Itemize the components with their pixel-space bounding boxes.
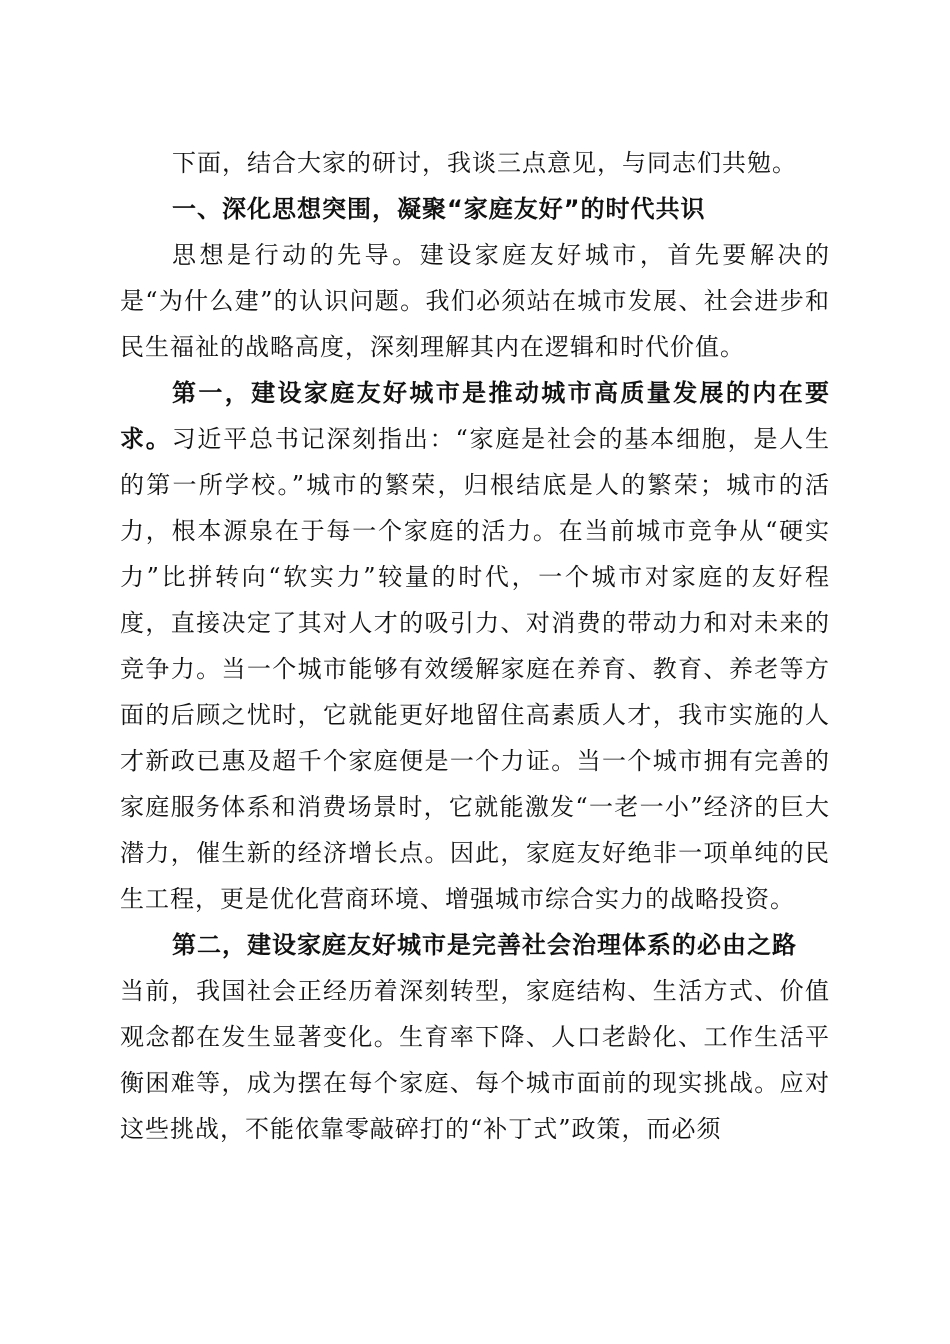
- section-1-paragraph: 思想是行动的先导。建设家庭友好城市，首先要解决的是“为什么建”的认识问题。我们必须站在城市发展、社会进步和民生福祉的战略高度，深刻理解其内在逻辑和时代价值。: [120, 241, 830, 361]
- point-1-body: 习近平总书记深刻指出：“家庭是社会的基本细胞，是人生的第一所学校。”城市的繁荣，归根结底是人的繁荣；城市的活力，根本源泉在于每一个家庭的活力。在当前城市竞争从“硬实力”比拼转向“软实力”较量的时代，一个城市对家庭的友好程度，直接决定了其对人才的吸引力、对消费的带动力和对未来的竞争力。当一个城市能够有效缓解家庭在养育、教育、养老等方面的后顾之忧时，它就能更好地留住高素质人才，我市实施的人才新政已惠及超千个家庭便是一个力证。当一个城市拥有完善的家庭服务体系和消费场景时，它就能激发“一老一小”经济的巨大潜力，催生新的经济增长点。因此，家庭友好绝非一项单纯的民生工程，更是优化营商环境、增强城市综合实力的战略投资。: [120, 425, 830, 913]
- point-2-lead: 第二，建设家庭友好城市是完善社会治理体系的必由之路: [172, 930, 797, 959]
- document-body: [120, 140, 830, 1152]
- intro-paragraph: 下面，结合大家的研讨，我谈三点意见，与同志们共勉。: [172, 149, 797, 177]
- point-1-lead: 第一，建设家庭友好城市是推动城市高质量发展的内在要求。: [120, 378, 830, 453]
- section-heading-1: 一、深化思想突围，凝聚“家庭友好”的时代共识: [172, 195, 706, 223]
- point-2-paragraph: 当前，我国社会正经历着深刻转型，家庭结构、生活方式、价值观念都在发生显著变化。生育率下降、人口老龄化、工作生活平衡困难等，成为摆在每个家庭、每个城市面前的现实挑战。应对这些挑战，不能依靠零敲碎打的“补丁式”政策，而必须: [120, 977, 830, 1143]
- point-1-paragraph: [120, 370, 830, 922]
- point-2-lead-paragraph: [120, 922, 830, 968]
